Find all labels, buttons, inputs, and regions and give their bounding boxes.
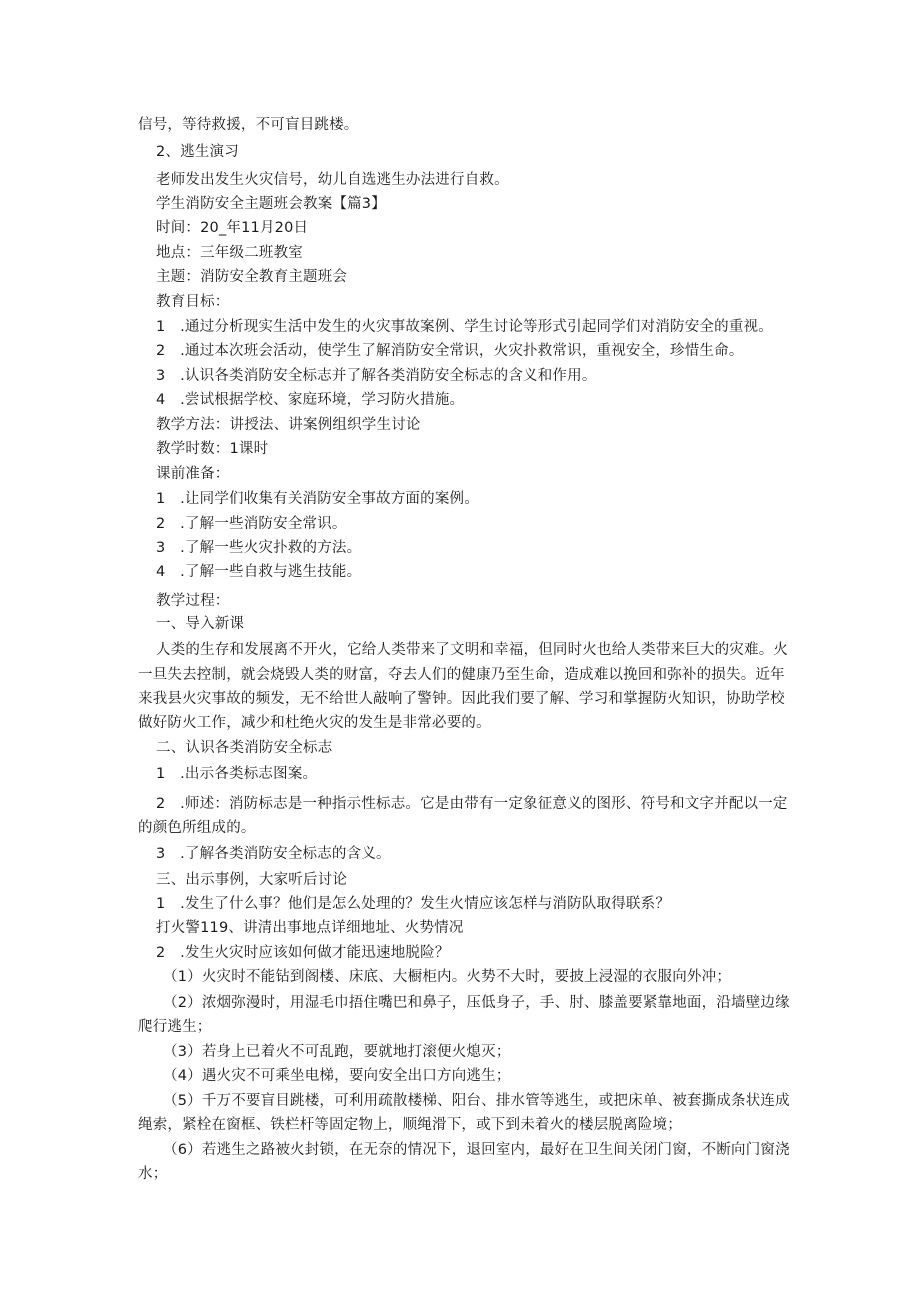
sub-item: （1）火灾时不能钻到阁楼、床底、大橱柜内。火势不大时，要披上浸湿的衣服向外冲； <box>163 969 732 985</box>
list-item: 3 .了解一些火灾扑救的方法。 <box>156 540 362 556</box>
paragraph-line: 来我县火灾事故的频发，无不给世人敲响了警钟。因此我们要了解、学习和掌握防火知识，协助学校 <box>138 691 785 707</box>
list-item: 2 .了解一些消防安全常识。 <box>156 516 347 532</box>
list-item: 3 .认识各类消防安全标志并了解各类消防安全标志的含义和作用。 <box>156 368 597 384</box>
section-heading: 一、导入新课 <box>156 616 245 632</box>
text-line: 老师发出发生火灾信号，幼儿自选逃生办法进行自救。 <box>156 172 509 188</box>
list-item: 1 .通过分析现实生活中发生的火灾事故案例、学生讨论等形式引起同学们对消防安全的重视。 <box>156 319 773 335</box>
list-item: 1 .让同学们收集有关消防安全事故方面的案例。 <box>156 491 479 507</box>
text-line: 时间：20_年11月20日 <box>156 220 309 236</box>
list-item: 4 .了解一些自救与逃生技能。 <box>156 564 362 580</box>
paragraph-line: 的颜色所组成的。 <box>138 820 256 836</box>
list-item: 4 .尝试根据学校、家庭环境，学习防火措施。 <box>156 392 465 408</box>
sub-item: （2）浓烟弥漫时，用湿毛巾捂住嘴巴和鼻子，压低身子，手、肘、膝盖要紧靠地面，沿墙壁边缘 <box>163 995 790 1011</box>
list-item: 2 .通过本次班会活动，使学生了解消防安全常识，火灾扑救常识，重视安全，珍惜生命。 <box>156 343 744 359</box>
paragraph-line: 水； <box>138 1166 168 1182</box>
paragraph-line: 一旦失去控制，就会烧毁人类的财富，夺去人们的健康乃至生命，造成难以挽回和弥补的损失。近年 <box>138 667 785 683</box>
text-line: 课前准备： <box>156 466 230 482</box>
sub-item: （5）千万不要盲目跳楼，可利用疏散楼梯、阳台、排水管等逃生，或把床单、被套撕成条状连成 <box>163 1093 790 1109</box>
text-line: 打火警119、讲清出事地点详细地址、火势情况 <box>156 920 464 936</box>
list-item: 1 .出示各类标志图案。 <box>156 766 318 782</box>
paragraph-line: 人类的生存和发展离不开火，它给人类带来了文明和幸福，但同时火也给人类带来巨大的灾难。火 <box>156 642 789 658</box>
text-line: 主题：消防安全教育主题班会 <box>156 269 348 285</box>
text-line: 地点：三年级二班教室 <box>156 245 303 261</box>
text-line: 信号，等待救援，不可盲目跳楼。 <box>138 117 359 133</box>
paragraph-line: 绳索，紧栓在窗框、铁栏杆等固定物上，顺绳滑下，或下到未着火的楼层脱离险境； <box>138 1117 682 1133</box>
text-line: 教学方法：讲授法、讲案例组织学生讨论 <box>156 417 421 433</box>
list-item: 1 .发生了什么事？他们是怎么处理的？发生火情应该怎样与消防队取得联系？ <box>156 896 671 912</box>
section-heading: 三、出示事例，大家听后讨论 <box>156 872 348 888</box>
list-item: 3 .了解各类消防安全标志的含义。 <box>156 846 391 862</box>
text-line: 教育目标： <box>156 294 230 310</box>
sub-item: （3）若身上已着火不可乱跑，要就地打滚便火熄灭； <box>163 1044 511 1060</box>
section-heading: 2、逃生演习 <box>156 144 239 160</box>
list-item: 2 .师述：消防标志是一种指示性标志。它是由带有一定象征意义的图形、符号和文字并配以一定 <box>156 796 788 812</box>
section-heading: 二、认识各类消防安全标志 <box>156 740 333 756</box>
list-item: 2 .发生火灾时应该如何做才能迅速地脱险？ <box>156 945 450 961</box>
text-line: 教学过程： <box>156 593 230 609</box>
sub-item: （6）若逃生之路被火封锁，在无奈的情况下，退回室内，最好在卫生间关闭门窗，不断向门窗浇 <box>163 1142 790 1158</box>
text-line: 教学时数：1课时 <box>156 441 269 457</box>
sub-item: （4）遇火灾不可乘坐电梯，要向安全出口方向逃生； <box>163 1068 511 1084</box>
paragraph-line: 爬行逃生； <box>138 1019 212 1035</box>
paragraph-line: 做好防火工作，减少和杜绝火灾的发生是非常必要的。 <box>138 715 491 731</box>
lesson-title: 学生消防安全主题班会教案【篇3】 <box>156 196 386 212</box>
